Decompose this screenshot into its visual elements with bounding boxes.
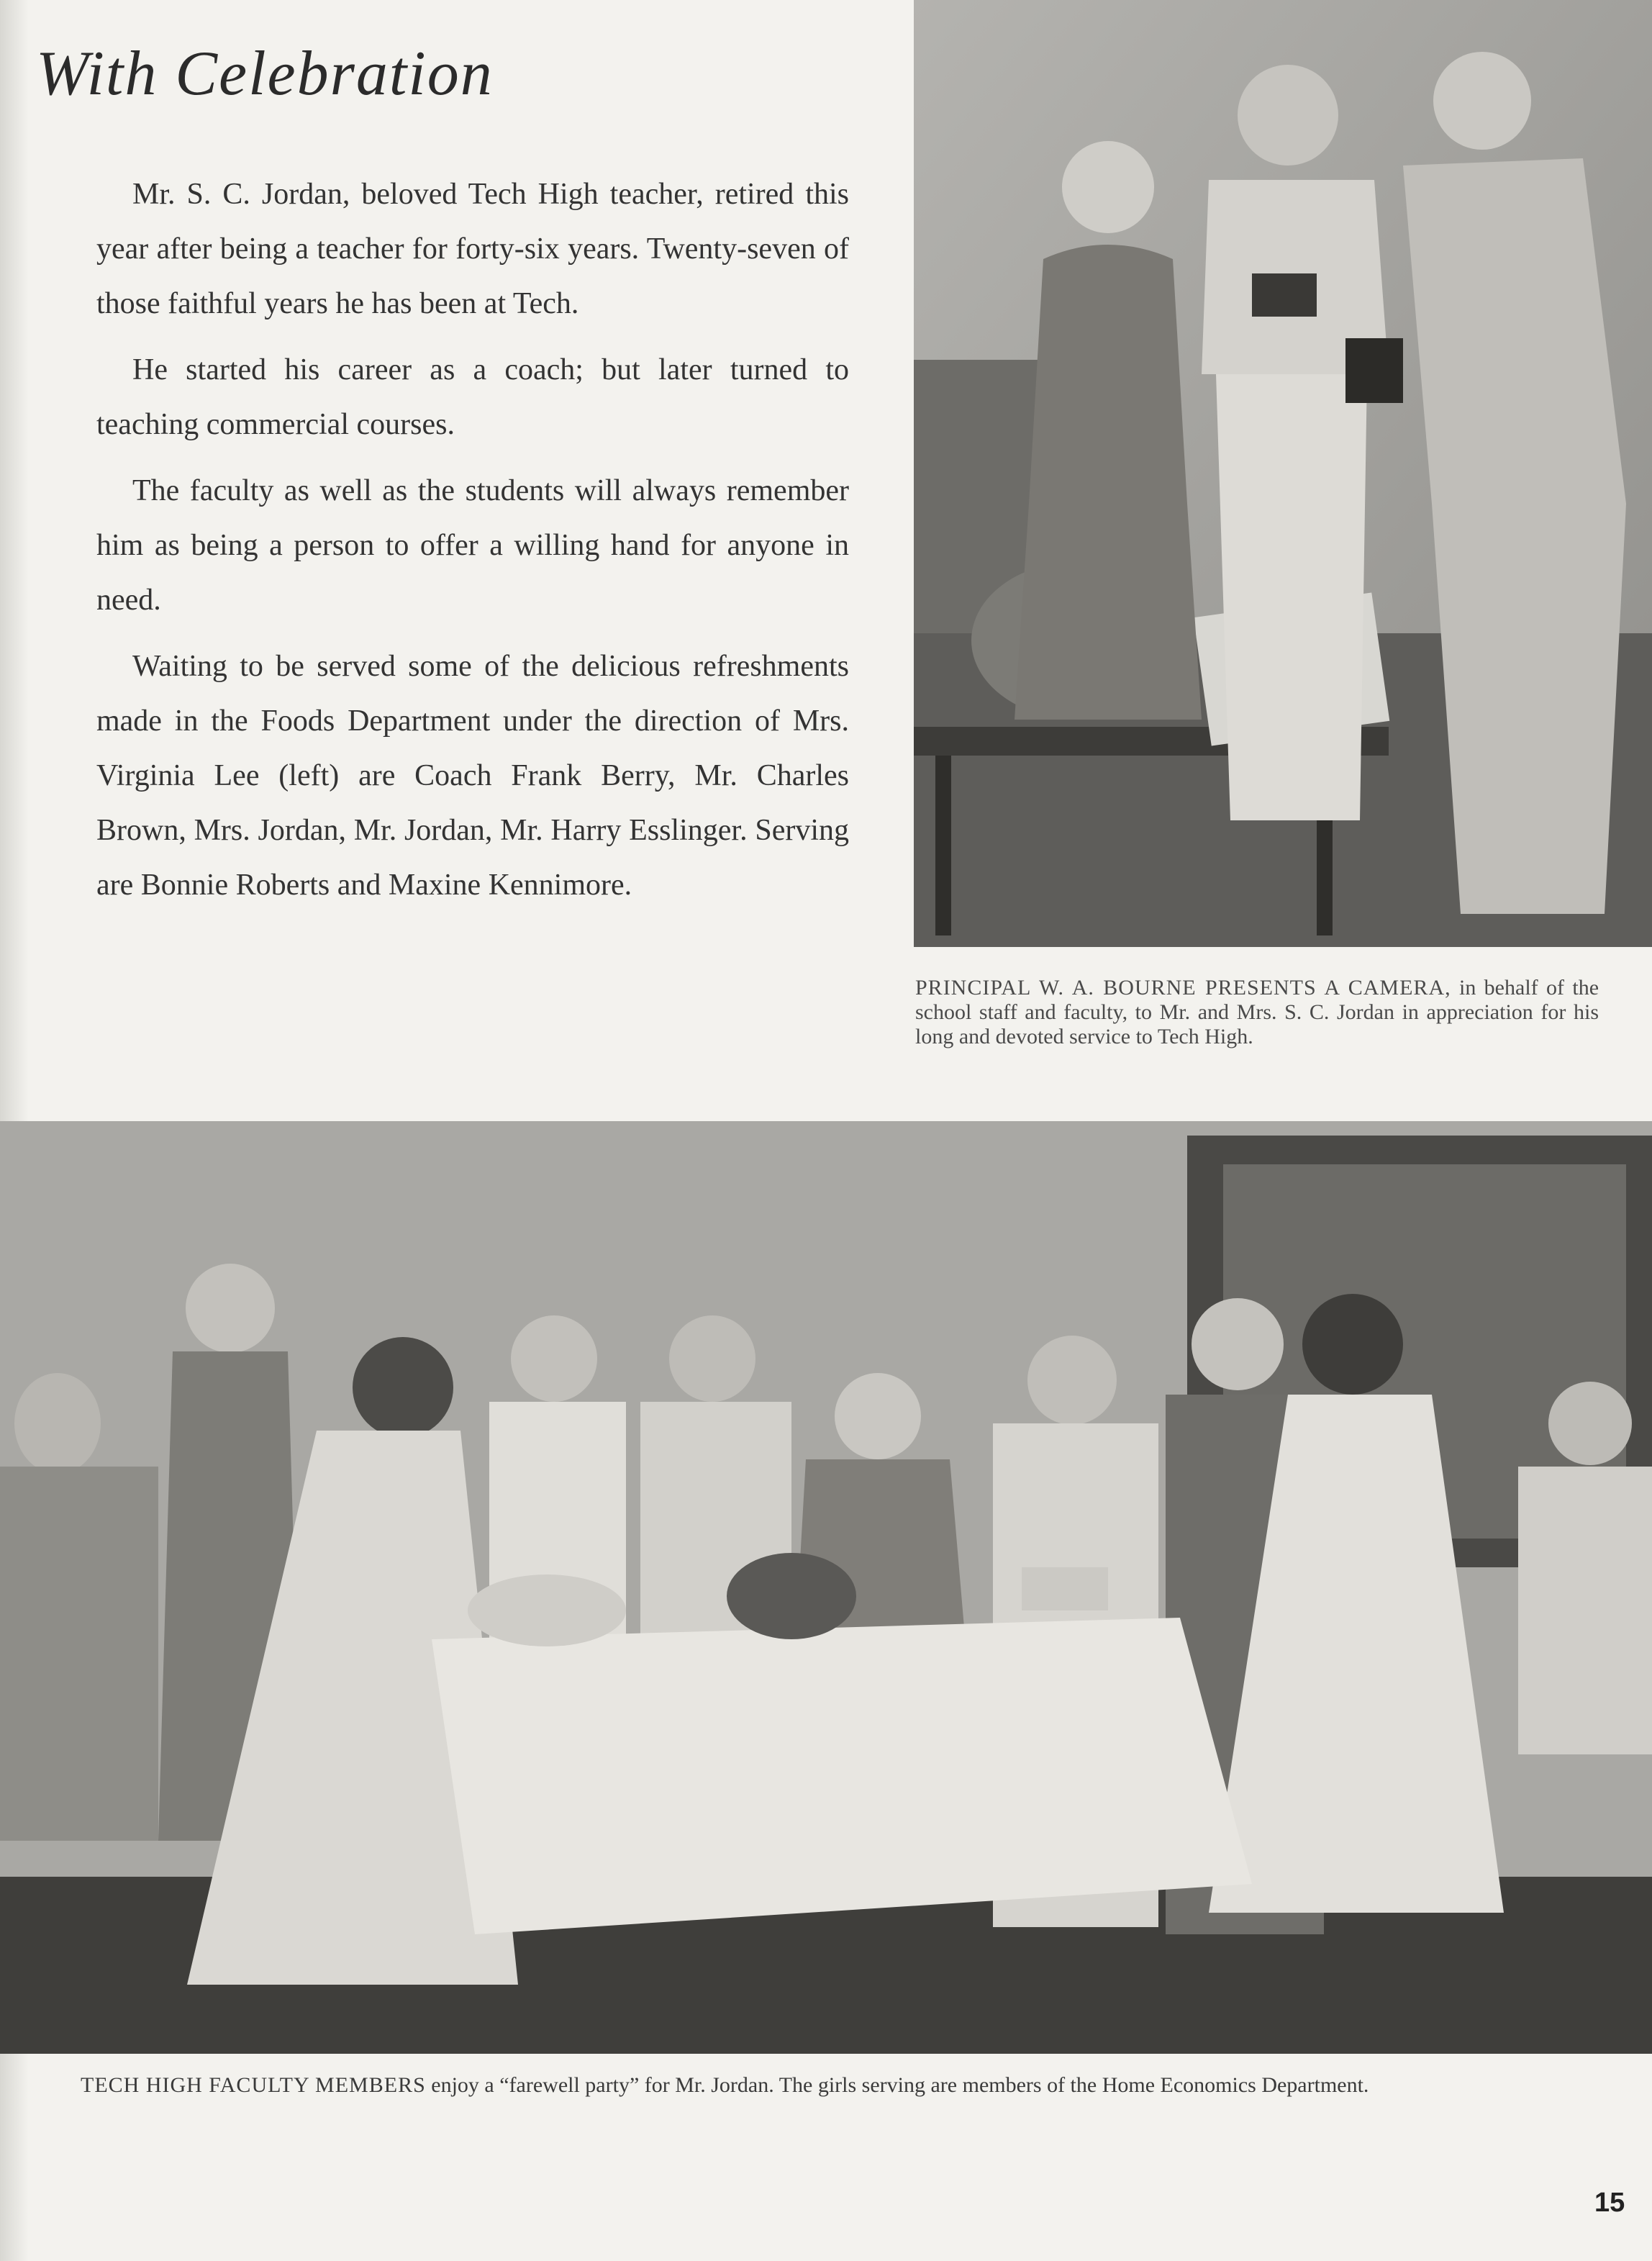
page-number: 15 [1594, 2188, 1625, 2218]
article-paragraph: Mr. S. C. Jordan, beloved Tech High teacher, retired this year after being a teacher for forty-six years. Twenty-seven of those faithful years he has been at Tech. [96, 178, 849, 320]
article-paragraph: The faculty as well as the students will always remember him as being a person to offer a willing hand for anyone in need. [96, 474, 849, 617]
party-caption-lead: TECH HIGH FACULTY MEMBERS [81, 2073, 426, 2097]
camera-caption-text: in behalf of the school staff and faculty, to Mr. and Mrs. S. C. Jordan in appreciation for his long and devoted service to Tech High. [915, 976, 1599, 1048]
farewell-party-caption [81, 2072, 1592, 2098]
article-body [96, 167, 849, 924]
party-caption-text: enjoy a “farewell party” for Mr. Jordan. The girls serving are members of the Home Economics Department. [425, 2073, 1369, 2097]
page-title: With Celebration [36, 39, 494, 109]
camera-presentation-photo [914, 0, 1652, 947]
article-paragraph: He started his career as a coach; but later turned to teaching commercial courses. [96, 353, 849, 441]
article-paragraph: Waiting to be served some of the delicious refreshments made in the Foods Department under the direction of Mrs. Virginia Lee (left) are Coach Frank Berry, Mr. Charles Brown, Mrs. Jordan, Mr. Jordan, Mr. Harry Esslinger. Serving are Bonnie Roberts and Maxine Kennimore. [96, 650, 849, 902]
camera-photo-caption [915, 976, 1599, 1049]
camera-caption-lead: PRINCIPAL W. A. BOURNE PRESENTS A CAMERA, [915, 976, 1451, 1000]
farewell-party-image [0, 1121, 1652, 2054]
farewell-party-photo [0, 1121, 1652, 2054]
camera-presentation-image [914, 0, 1652, 947]
